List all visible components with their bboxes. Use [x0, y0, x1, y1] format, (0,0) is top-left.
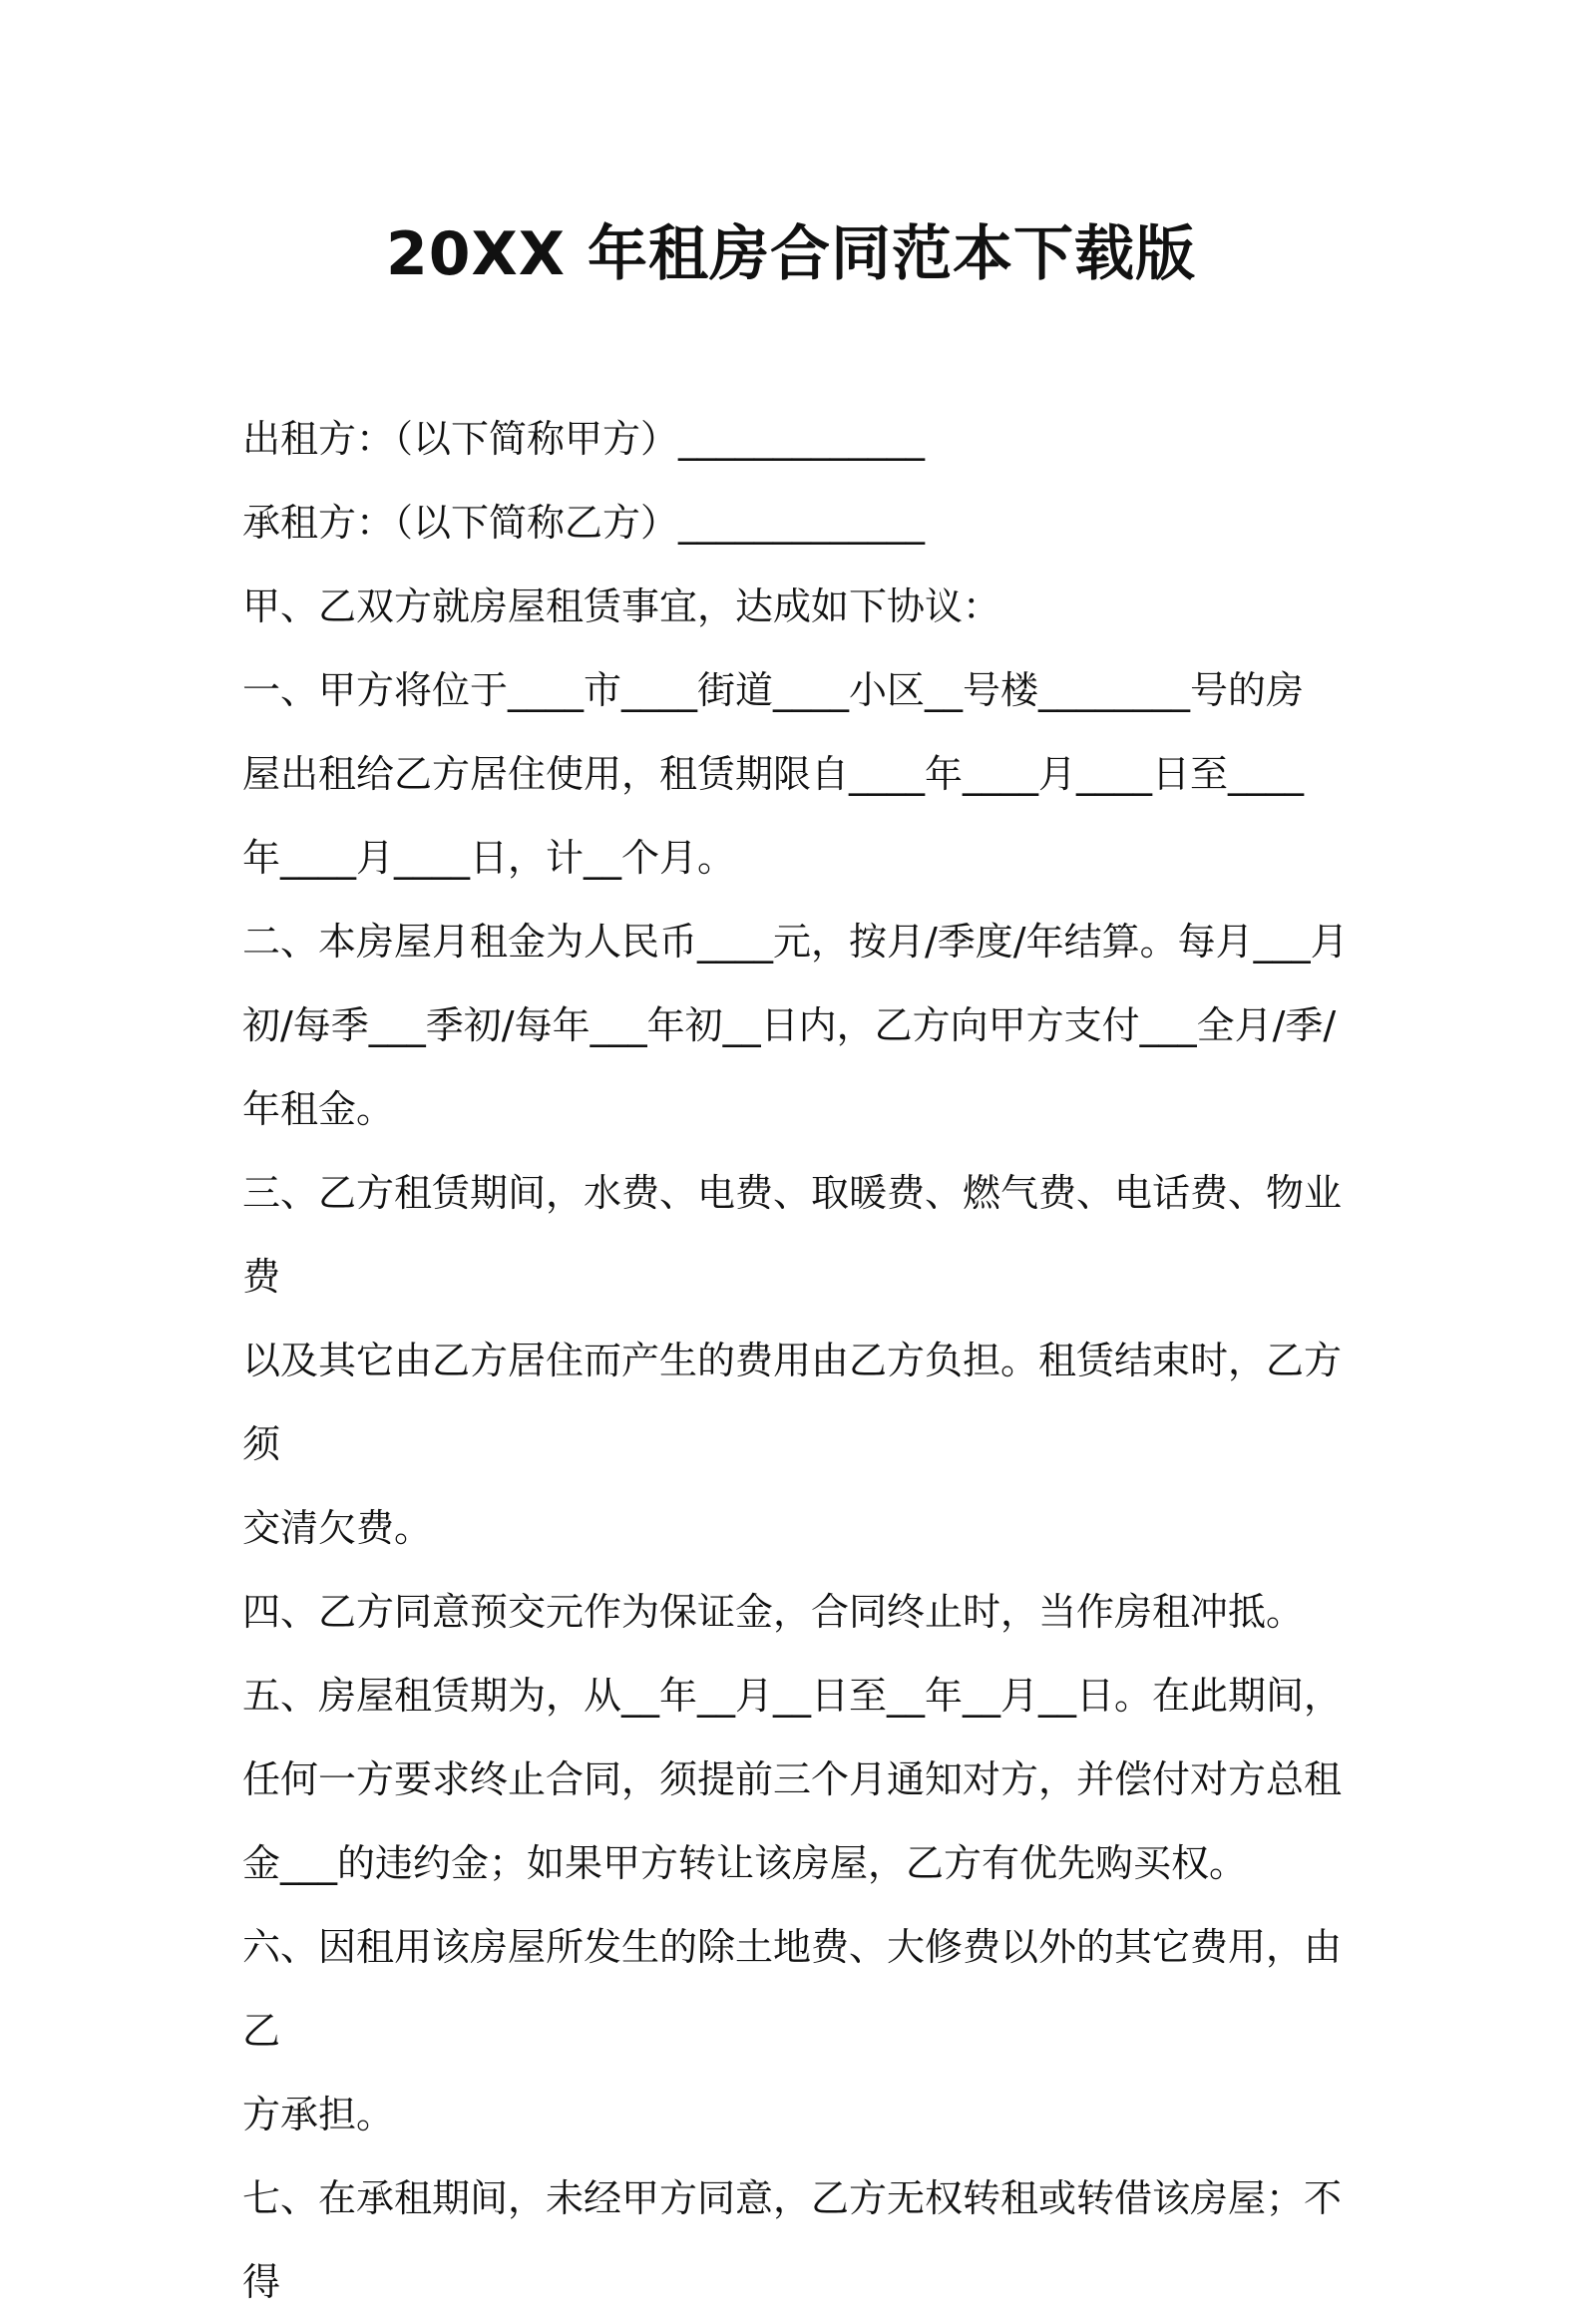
- clause-4: 四、乙方同意预交元作为保证金，合同终止时，当作房租冲抵。: [242, 1590, 1305, 1634]
- clause-6: 六、因租用该房屋所发生的除土地费、大修费以外的其它费用，由乙 方承担。: [242, 1925, 1343, 2136]
- clause-3: 三、乙方租赁期间，水费、电费、取暖费、燃气费、电话费、物业费 以及其它由乙方居住而产生的费用由乙方负担。租赁结束时，乙方须 交清欠费。: [242, 1171, 1343, 1550]
- agreement-intro: 甲、乙双方就房屋租赁事宜，达成如下协议：: [242, 584, 1001, 628]
- lessor-line: 出租方：（以下简称甲方）_____________: [242, 417, 926, 461]
- clause-7: 七、在承租期间，未经甲方同意，乙方无权转租或转借该房屋；不得: [242, 2176, 1343, 2304]
- clause-1: 一、甲方将位于____市____街道____小区__号楼________号的房 屋出租给乙方居住使用，租赁期限自____年____月____日至____ 年____月____日，计__个月。: [242, 668, 1305, 880]
- document-title: 20XX 年租房合同范本下载版: [386, 219, 1196, 289]
- clause-5: 五、房屋租赁期为，从__年__月__日至__年__月__日。在此期间， 任何一方要求终止合同，须提前三个月通知对方，并偿付对方总租 金___的违约金；如果甲方转让该房屋，乙方有优先购买权。: [242, 1674, 1343, 1885]
- lessee-line: 承租方：（以下简称乙方）_____________: [242, 501, 926, 545]
- document-body: [242, 397, 1350, 2324]
- clause-2: 二、本房屋月租金为人民币____元，按月/季度/年结算。每月___月 初/每季___季初/每年___年初__日内，乙方向甲方支付___全月/季/ 年租金。: [242, 920, 1349, 1131]
